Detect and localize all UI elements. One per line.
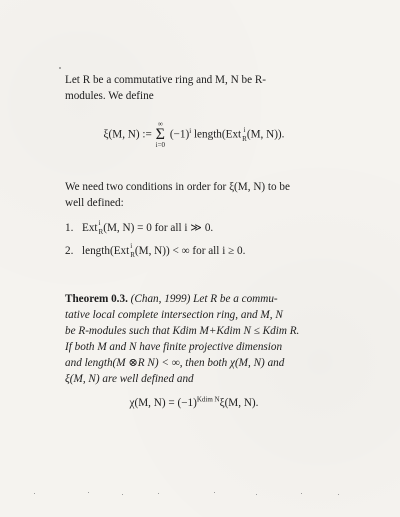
- theorem-block: [65, 291, 323, 411]
- scan-dot: [301, 493, 302, 494]
- conditions-line-1: We need two conditions in order for ξ(M, N) to be: [65, 181, 290, 193]
- ext-subscript: R: [242, 135, 247, 143]
- theorem-title: Theorem 0.3.: [65, 293, 128, 305]
- condition-indices-1: [99, 221, 104, 235]
- scan-dot: [256, 494, 257, 495]
- conditions-list: [65, 220, 323, 259]
- scan-dot: [122, 494, 123, 495]
- condition-subscript-1: R: [98, 228, 104, 237]
- condition-number-1: 1.: [65, 222, 74, 234]
- condition-suffix-2: (M, N)) < ∞ for all i ≥ 0.: [134, 245, 246, 257]
- theorem-text-6: ξ(M, N) are well defined and: [65, 373, 194, 385]
- definition-term-prefix: (−1): [169, 128, 190, 141]
- scan-dot: [214, 492, 215, 493]
- condition-prefix-1: Ext: [82, 222, 98, 234]
- definition-term-main: length(Ext: [191, 128, 242, 141]
- definition-formula: [65, 121, 323, 149]
- theorem-formula: [65, 395, 323, 411]
- condition-subscript-2: R: [130, 251, 135, 260]
- scan-dot: [34, 493, 35, 494]
- theorem-formula-suffix: ξ(M, N).: [219, 397, 259, 409]
- theorem-text-3: be R-modules such that Kdim M+Kdim N ≤ Kdim R.: [65, 325, 300, 337]
- ext-indices: [242, 128, 247, 142]
- condition-superscript-1: i: [98, 219, 101, 228]
- condition-prefix-2: length(Ext: [82, 245, 130, 257]
- condition-item-1: [65, 220, 323, 236]
- scan-dot: [158, 493, 159, 494]
- condition-text-1: [82, 220, 213, 236]
- theorem-line-1: [65, 291, 323, 307]
- theorem-formula-prefix: χ(M, N) = (−1): [129, 397, 197, 409]
- definition-term-suffix: (M, N)).: [246, 128, 285, 141]
- condition-text-2: [82, 243, 245, 259]
- intro-paragraph: [65, 72, 323, 104]
- scan-speck: [59, 67, 61, 69]
- summation-symbol: Σ: [155, 126, 165, 143]
- theorem-text-5: and length(M ⊗R N) < ∞, then both χ(M, N) and: [65, 357, 285, 369]
- definition-term-exponent: i: [189, 126, 192, 135]
- bottom-scan-noise: [0, 491, 400, 497]
- scan-dot: [338, 494, 339, 495]
- theorem-formula-exponent: Kdim N: [196, 395, 220, 404]
- summation-upper-limit: ∞: [157, 120, 163, 128]
- ext-superscript: i: [243, 126, 246, 134]
- summation-lower-limit: i=0: [155, 141, 166, 149]
- scan-dot: [88, 492, 89, 493]
- conditions-paragraph: [65, 179, 323, 211]
- condition-item-2: [65, 243, 323, 259]
- conditions-line-2: well defined:: [65, 197, 124, 209]
- definition-lhs: ξ(M, N) :=: [103, 128, 152, 141]
- condition-suffix-1: (M, N) = 0 for all i ≫ 0.: [103, 222, 214, 234]
- intro-line-1: Let R be a commutative ring and M, N be R-: [65, 74, 267, 86]
- condition-superscript-2: i: [130, 242, 133, 251]
- paper-content: [65, 72, 323, 411]
- theorem-text-2: tative local complete intersection ring, and M, N: [65, 309, 283, 321]
- condition-number-2: 2.: [65, 245, 74, 257]
- summation-operator: [156, 121, 165, 149]
- theorem-text-4: If both M and N have finite projective dimension: [65, 341, 283, 353]
- theorem-text-1: (Chan, 1999) Let R be a commu-: [127, 293, 278, 305]
- intro-line-2: modules. We define: [65, 90, 154, 102]
- condition-indices-2: [130, 244, 135, 258]
